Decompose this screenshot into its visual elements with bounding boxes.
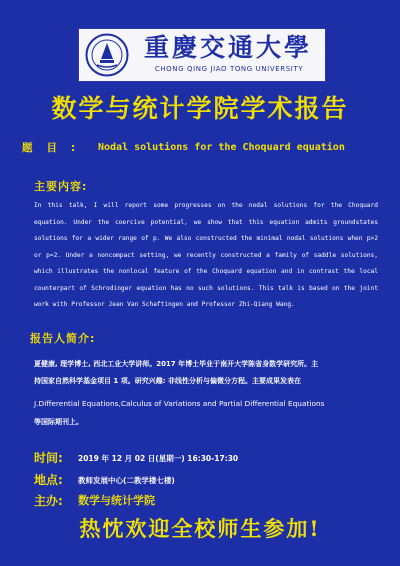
bio-line: 持国家自然科学基金项目 1 项。研究兴趣: 非线性分析与偏微分方程。主要成果发表在 <box>34 377 301 385</box>
university-name-en: CHONG QING JIAO TONG UNIVERSITY <box>154 65 304 73</box>
university-seal-icon <box>85 33 129 77</box>
topic-label: 题目: <box>22 142 90 154</box>
place-label: 地点: <box>34 473 63 487</box>
time-label: 时间: <box>34 451 63 465</box>
abstract-heading: 主要内容: <box>34 180 88 193</box>
closing-message: 热忱欢迎全校师生参加! <box>79 516 321 541</box>
university-name-cn: 重慶交通大學 <box>143 33 312 62</box>
host-label: 主办: <box>34 494 63 508</box>
bio-line: 夏健康, 理学博士, 西北工业大学讲师。2017 年博士毕业于南开大学陈省身数学研究所。主 <box>34 360 319 368</box>
time-value: 2019 年 12 月 02 日(星期一) 16:30-17:30 <box>78 454 239 463</box>
topic-row <box>22 140 394 156</box>
bio-line: J.Differential Equations,Calculus of Variations and Partial Differential Equations <box>34 399 325 408</box>
host-value: 数学与统计学院 <box>78 494 155 507</box>
abstract-text: In this talk, I will report some progresses on the nodal solutions for the Choquard equation. Under the coercive potential, we show that this equation admits groundstates solutions for a wider range of p. We also constructed the minimal nodal solutions when p>2 or p=2. Under a noncompact setting, we recently constructed a family of saddle solutions, which illustrates the nonlocal feature of the Choquard equation and in contrast the local counterpart of Schrodinger equation has no such solutions. This talk is based on the joint work with Professor Jean Van Schaftingen and Professor Zhi-Qiang Wang. <box>34 202 378 308</box>
place-value: 教师发展中心(二教学楼七楼) <box>78 476 175 485</box>
bio-line: 等国际期刊上。 <box>34 418 83 426</box>
speaker-heading: 报告人简介: <box>30 332 96 345</box>
topic-text: Nodal solutions for the Choquard equation <box>98 142 345 153</box>
page-title: 数学与统计学院学术报告 <box>51 94 349 123</box>
university-banner <box>78 28 326 82</box>
speaker-bio <box>34 356 380 431</box>
